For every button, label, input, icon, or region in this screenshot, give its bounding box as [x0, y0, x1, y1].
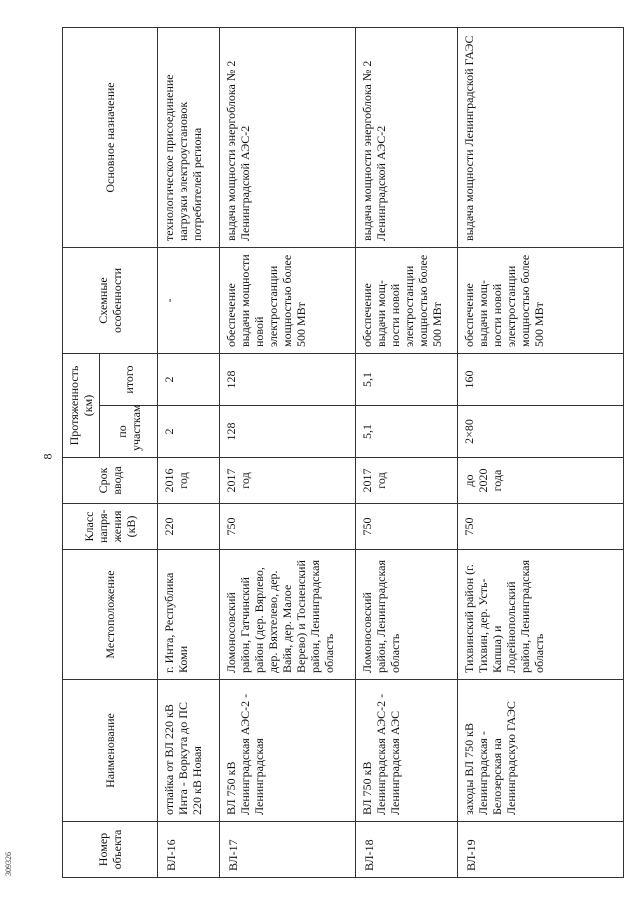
document-code: 309326	[4, 852, 13, 876]
header-purpose: Основное назначение	[63, 28, 158, 248]
cell-name: ВЛ 750 кВ Ленинградская АЭС-2 - Ленинградская АЭС	[356, 680, 458, 822]
cell-number: ВЛ-17	[220, 822, 356, 878]
cell-by-sections: 5,1	[356, 406, 458, 458]
header-term: Срок ввода	[63, 458, 158, 504]
cell-by-sections: 2	[158, 406, 220, 458]
header-total: итого	[100, 354, 158, 406]
header-number: Номер объекта	[63, 822, 158, 878]
cell-voltage: 750	[356, 504, 458, 550]
header-voltage: Класс напря-жения (кВ)	[63, 504, 158, 550]
cell-number: ВЛ-18	[356, 822, 458, 878]
cell-total: 128	[220, 354, 356, 406]
cell-total: 2	[158, 354, 220, 406]
cell-scheme: обеспечение выдачи мощ-ности новой электростанции мощностью более 500 МВт	[458, 248, 624, 354]
cell-location: г. Инта, Республика Коми	[158, 550, 220, 680]
header-length: Протяженность (км)	[63, 354, 100, 458]
cell-scheme: обеспечение выдачи мощности новой электростанции мощностью более 500 МВт	[220, 248, 356, 354]
cell-by-sections: 2×80	[458, 406, 624, 458]
cell-term: 2017 год	[356, 458, 458, 504]
cell-voltage: 220	[158, 504, 220, 550]
page-number: 8	[40, 453, 55, 460]
cell-purpose: выдача мощности энергоблока № 2 Ленинградской АЭС-2	[220, 28, 356, 248]
header-scheme: Схемные особенности	[63, 248, 158, 354]
cell-voltage: 750	[458, 504, 624, 550]
table-row	[356, 28, 458, 878]
cell-name: ВЛ 750 кВ Ленинградская АЭС-2 - Ленинградская	[220, 680, 356, 822]
cell-purpose: технологическое присоединение нагрузки электроустановок потребителей региона	[158, 28, 220, 248]
cell-purpose: выдача мощности энергоблока № 2 Ленинградской АЭС-2	[356, 28, 458, 248]
table-row	[458, 28, 624, 878]
cell-term: до 2020 года	[458, 458, 624, 504]
table-header	[63, 28, 158, 878]
cell-by-sections: 128	[220, 406, 356, 458]
power-lines-table	[62, 27, 624, 878]
cell-name: отпайка от ВЛ 220 кВ Инта - Воркута до ПС 220 кВ Новая	[158, 680, 220, 822]
cell-scheme: обеспечение выдачи мощ-ности новой электростанции мощностью более 500 МВт	[356, 248, 458, 354]
table-row	[158, 28, 220, 878]
cell-number: ВЛ-19	[458, 822, 624, 878]
header-location: Местоположение	[63, 550, 158, 680]
cell-number: ВЛ-16	[158, 822, 220, 878]
cell-location: Ломоносовский район, Ленинградская область	[356, 550, 458, 680]
cell-purpose: выдача мощности Ленинградской ГАЭС	[458, 28, 624, 248]
cell-term: 2017 год	[220, 458, 356, 504]
header-name: Наименование	[63, 680, 158, 822]
cell-voltage: 750	[220, 504, 356, 550]
cell-scheme: -	[158, 248, 220, 354]
cell-location: Ломоносовский район, Гатчинский район (дер. Вярлево, дер. Вяхтелево, дер. Вайя, дер. Малое Верево) и Тосненский район, Ленинградская область	[220, 550, 356, 680]
cell-term: 2016 год	[158, 458, 220, 504]
cell-name: заходы ВЛ 750 кВ Ленинградская - Белозерская на Ленинградскую ГАЭС	[458, 680, 624, 822]
cell-total: 5,1	[356, 354, 458, 406]
cell-total: 160	[458, 354, 624, 406]
table-row	[220, 28, 356, 878]
rotated-table-container	[62, 28, 624, 878]
header-by-sections: по участкам	[100, 406, 158, 458]
table-body	[158, 28, 624, 878]
cell-location: Тихвинский район (г. Тихвин, дер. Усть-Капша) и Лодейнопольский район, Ленинградская область	[458, 550, 624, 680]
